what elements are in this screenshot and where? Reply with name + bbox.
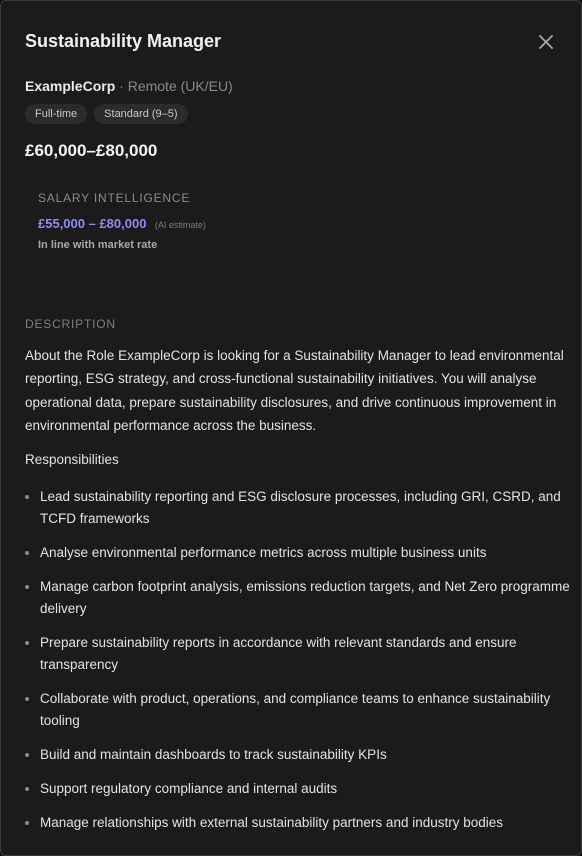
salary-intelligence-heading: SALARY INTELLIGENCE bbox=[38, 191, 191, 205]
bullet-icon bbox=[25, 821, 29, 825]
list-item bbox=[25, 576, 570, 620]
list-item bbox=[25, 812, 570, 834]
list-item bbox=[25, 632, 570, 676]
list-item bbox=[25, 542, 570, 564]
list-item bbox=[25, 688, 570, 732]
responsibility-text: Collaborate with product, operations, and compliance teams to enhance sustainability tooling bbox=[40, 691, 551, 728]
bullet-icon bbox=[25, 585, 29, 589]
about-role-text: About the Role ExampleCorp is looking for a Sustainability Manager to lead environmental reporting, ESG strategy, and cross-functional sustainability initiatives. You will analyse operational data, prepare sustainability disclosures, and drive continuous improvement in environmental performance across the business. bbox=[25, 348, 564, 433]
responsibility-text: Build and maintain dashboards to track sustainability KPIs bbox=[40, 747, 387, 762]
responsibility-text: Support regulatory compliance and internal audits bbox=[40, 781, 338, 796]
bullet-icon bbox=[25, 551, 29, 555]
salary-range: £60,000–£80,000 bbox=[25, 141, 158, 160]
salary-estimate-row bbox=[38, 215, 206, 233]
responsibility-text: Manage relationships with external sustainability partners and industry bodies bbox=[40, 815, 504, 830]
bullet-icon bbox=[25, 787, 29, 791]
list-item bbox=[25, 778, 570, 800]
bullet-icon bbox=[25, 753, 29, 757]
job-meta bbox=[25, 78, 233, 95]
employment-type-tag: Full-time bbox=[25, 104, 87, 124]
estimated-salary-range: £55,000 – £80,000 bbox=[38, 216, 147, 231]
bullet-icon bbox=[25, 697, 29, 701]
responsibility-text: Analyse environmental performance metrics across multiple business units bbox=[40, 545, 487, 560]
responsibility-text: Prepare sustainability reports in accordance with relevant standards and ensure transparency bbox=[40, 635, 517, 672]
schedule-tag: Standard (9–5) bbox=[94, 104, 187, 124]
company-name: ExampleCorp bbox=[25, 78, 116, 94]
salary-intelligence-card bbox=[38, 191, 206, 251]
bullet-icon bbox=[25, 495, 29, 499]
description-heading: DESCRIPTION bbox=[25, 317, 116, 331]
meta-separator: · bbox=[119, 78, 124, 94]
list-item bbox=[25, 744, 570, 766]
job-title: Sustainability Manager bbox=[25, 31, 222, 51]
job-location: Remote (UK/EU) bbox=[127, 78, 233, 94]
responsibilities-list bbox=[25, 486, 570, 846]
list-item bbox=[25, 486, 570, 530]
close-icon bbox=[539, 35, 553, 49]
ai-estimate-note: (AI estimate) bbox=[154, 220, 206, 230]
responsibility-text: Lead sustainability reporting and ESG disclosure processes, including GRI, CSRD, and TCFD frameworks bbox=[40, 489, 561, 526]
close-button[interactable] bbox=[535, 31, 557, 53]
responsibility-text: Manage carbon footprint analysis, emissions reduction targets, and Net Zero programme delivery bbox=[40, 579, 570, 616]
bullet-icon bbox=[25, 641, 29, 645]
job-tags bbox=[25, 104, 188, 124]
responsibilities-heading: Responsibilities bbox=[25, 452, 119, 467]
market-rate-verdict: In line with market rate bbox=[38, 239, 158, 251]
